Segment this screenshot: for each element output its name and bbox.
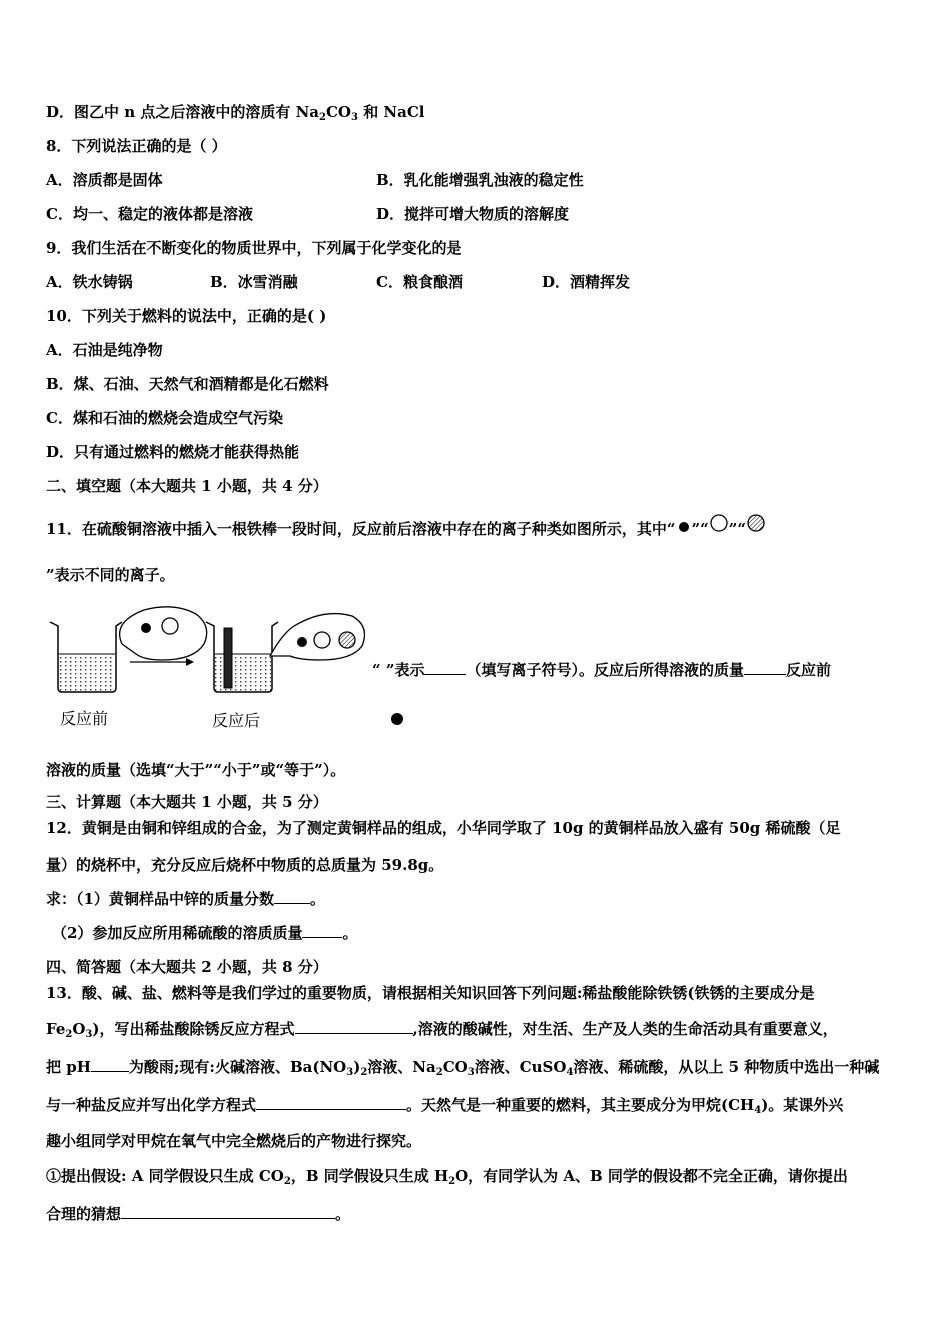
section-4-heading: 四、简答题（本大题共 2 小题，共 8 分） [46, 958, 328, 976]
answer-blank[interactable] [744, 660, 786, 675]
q13-line4: 与一种盐反应并写出化学方程式 。天然气是一种重要的燃料，其主要成分为甲烷$(CH_4)$。某课外兴 [46, 1096, 844, 1116]
black-ion-icon [676, 519, 692, 535]
q13-line1: 13．酸、碱、盐、燃料等是我们学过的重要物质，请根据相关知识回答下列问题:稀盐酸能除铁锈(铁锈的主要成分是 [46, 984, 815, 1002]
label-before: 反应前 [60, 709, 109, 728]
q8-option-d: D．搅拌可增大物质的溶解度 [376, 205, 570, 223]
beaker-after [206, 622, 278, 692]
ion-bubble-before [120, 607, 207, 660]
q10-option-d: D．只有通过燃料的燃烧才能获得热能 [46, 443, 300, 461]
q10-option-a: A．石油是纯净物 [46, 341, 163, 359]
answer-blank[interactable] [91, 1057, 129, 1072]
hatched-ion-icon [746, 513, 766, 533]
q10-option-b: B．煤、石油、天然气和酒精都是化石燃料 [46, 375, 329, 393]
q9-option-b: B．冰雪消融 [210, 273, 298, 291]
q11-line1: 11．在硫酸铜溶液中插入一根铁棒一段时间，反应前后溶液中存在的离子种类如图所示，其中“ ”“ ”“ [46, 513, 766, 539]
section-2-heading: 二、填空题（本大题共 1 小题，共 4 分） [46, 477, 328, 495]
q8-option-a: A．溶质都是固体 [46, 171, 163, 189]
q10-stem: 10．下列关于燃料的说法中，正确的是( ) [46, 307, 327, 325]
q12-ask1: 求：（1）黄铜样品中锌的质量分数 。 [46, 890, 325, 908]
ion-bubble-after [270, 614, 364, 660]
label-after: 反应后 [212, 711, 261, 730]
q9-option-a: A．铁水铸锅 [46, 273, 133, 291]
answer-blank[interactable] [256, 1095, 406, 1110]
q13-line2: $Fe_2O_3$)，写出稀盐酸除锈反应方程式 ,溶液的酸碱性，对生活、生产及人类的生命活动具有重要意义， [46, 1020, 838, 1040]
q9-option-c: C．粮食酿酒 [376, 273, 463, 291]
q13-line3: 把 pH 为酸雨;现有:火碱溶液、$Ba(NO_3)_2$溶液、$Na_2CO_3$溶液、CuSO$_4$溶液、稀硫酸，从以上 5 种物质中选出一种碱 [46, 1058, 880, 1078]
beaker-before [50, 622, 122, 692]
answer-blank[interactable] [121, 1204, 335, 1219]
q11-fill-line: “ ”表示 （填写离子符号）。反应后所得溶液的质量 反应前 [372, 661, 832, 679]
q11-line2: ”表示不同的离子。 [46, 566, 175, 584]
q12-line1: 12．黄铜是由铜和锌组成的合金，为了测定黄铜样品的组成，小华同学取了 10g 的黄铜样品放入盛有 50g 稀硫酸（足 [46, 819, 841, 837]
q8-stem: 8．下列说法正确的是（ ） [46, 137, 227, 155]
q12-line2: 量）的烧杯中，充分反应后烧杯中物质的总质量为 59.8g。 [46, 856, 444, 874]
q9-stem: 9．我们生活在不断变化的物质世界中，下列属于化学变化的是 [46, 239, 462, 257]
q13-line7: 合理的猜想 。 [46, 1205, 351, 1223]
q12-ask2: （2）参加反应所用稀硫酸的溶质质量 。 [52, 924, 358, 942]
q13-line5: 趣小组同学对甲烷在氧气中完全燃烧后的产物进行探究。 [46, 1132, 422, 1150]
q8-option-b: B．乳化能增强乳浊液的稳定性 [376, 171, 584, 189]
q9-option-d: D．酒精挥发 [542, 273, 631, 291]
answer-blank[interactable] [424, 660, 466, 675]
answer-blank[interactable] [274, 889, 310, 904]
q11-line4: 溶液的质量（选填“大于”“小于”或“等于”）。 [46, 761, 346, 779]
q10-option-c: C．煤和石油的燃烧会造成空气污染 [46, 409, 283, 427]
black-ion-icon [389, 711, 405, 727]
q13-line6: ①提出假设: A 同学假设只生成 $CO_2$，B 同学假设只生成 $H_2O$，有同学认为 A、B 同学的假设都不完全正确，请你提出 [46, 1167, 848, 1187]
q8-option-c: C．均一、稳定的液体都是溶液 [46, 205, 253, 223]
answer-blank[interactable] [302, 923, 342, 938]
white-ion-icon [709, 513, 729, 533]
section-3-heading: 三、计算题（本大题共 1 小题，共 5 分） [46, 793, 328, 811]
answer-blank[interactable] [295, 1019, 413, 1034]
q7-option-d: D．图乙中 n 点之后溶液中的溶质有 $Na_2CO_3$ 和 NaCl [46, 103, 425, 123]
